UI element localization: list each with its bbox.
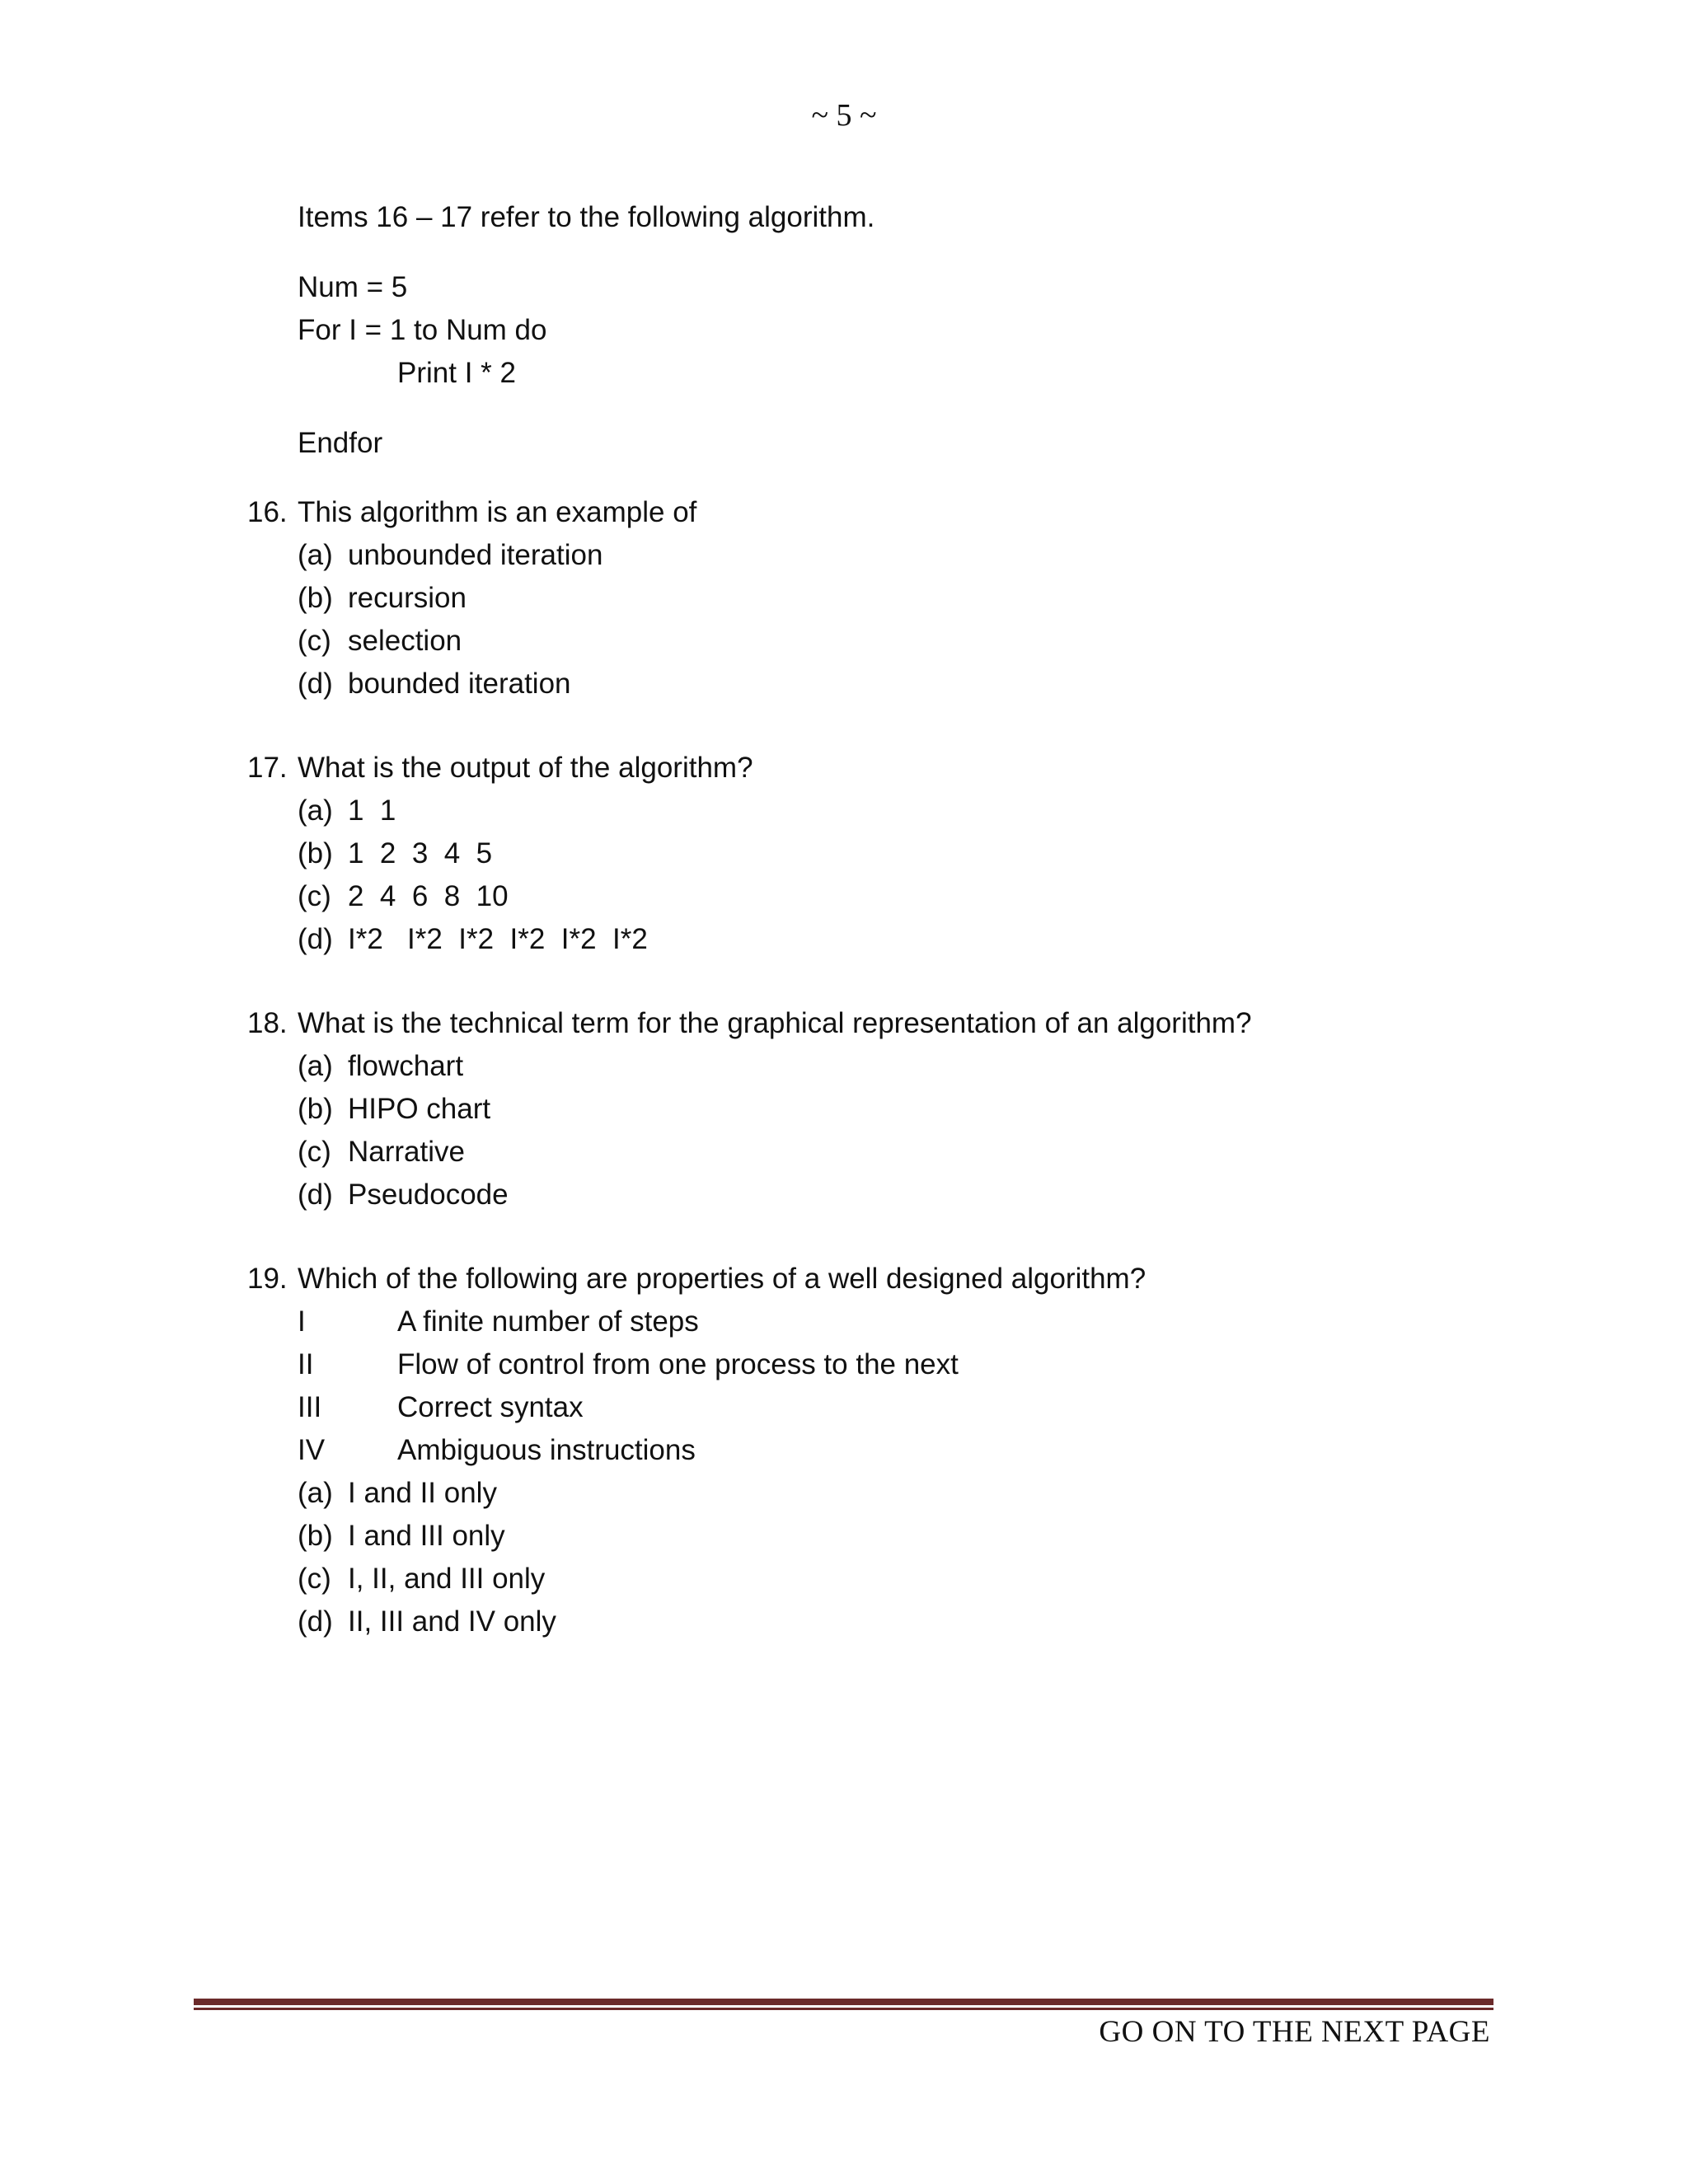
option-letter: (d) (298, 1179, 333, 1211)
option-letter: (d) (298, 923, 333, 955)
statement (247, 1429, 1566, 1472)
option-text: I, II, and III only (348, 1563, 546, 1595)
option-letter: (a) (298, 1050, 333, 1082)
option-text: 1 1 (348, 794, 396, 827)
option-text: I*2 I*2 I*2 I*2 I*2 I*2 (348, 923, 648, 955)
question-19 (247, 1258, 1566, 1643)
footer-divider (194, 1999, 1493, 2010)
option-text: 1 2 3 4 5 (348, 837, 493, 869)
option-text: Narrative (348, 1136, 465, 1168)
statement-text: Flow of control from one process to the next (397, 1348, 959, 1380)
option-letter: (a) (298, 1477, 333, 1509)
question-stem (247, 747, 1566, 790)
statement-numeral: III (298, 1391, 322, 1423)
option-text: II, III and IV only (348, 1605, 556, 1638)
question-stem (247, 1258, 1566, 1301)
option-text: flowchart (348, 1050, 464, 1082)
answer-option (247, 875, 1566, 918)
option-letter: (a) (298, 794, 333, 827)
answer-option (247, 790, 1566, 832)
algorithm-line: Num = 5 (298, 271, 408, 303)
statement (247, 1386, 1566, 1429)
answer-option (247, 918, 1566, 961)
option-text: HIPO chart (348, 1093, 491, 1125)
answer-option (247, 1045, 1566, 1088)
answer-option (247, 1088, 1566, 1131)
option-text: selection (348, 625, 462, 657)
statement-text: Correct syntax (397, 1391, 584, 1423)
option-text: I and III only (348, 1520, 505, 1552)
question-text: What is the output of the algorithm? (298, 752, 753, 784)
option-letter: (d) (298, 668, 333, 700)
option-letter: (b) (298, 1520, 333, 1552)
question-stem (247, 491, 1566, 534)
option-letter: (c) (298, 1136, 331, 1168)
question-text: What is the technical term for the graphical representation of an algorithm? (298, 1007, 1252, 1039)
option-text: recursion (348, 582, 467, 614)
answer-option (247, 1472, 1566, 1515)
question-stem (247, 1002, 1566, 1045)
statement (247, 1301, 1566, 1343)
algorithm-block (298, 266, 547, 465)
items-intro: Items 16 – 17 refer to the following algorithm. (298, 201, 875, 233)
question-18 (247, 1002, 1566, 1216)
answer-option (247, 832, 1566, 875)
statement (247, 1343, 1566, 1386)
statement-text: Ambiguous instructions (397, 1434, 696, 1466)
option-text: unbounded iteration (348, 539, 603, 571)
answer-option (247, 1515, 1566, 1558)
option-text: I and II only (348, 1477, 497, 1509)
algorithm-line: For I = 1 to Num do (298, 314, 547, 346)
answer-option (247, 1601, 1566, 1643)
question-number: 19. (247, 1263, 288, 1295)
answer-option (247, 1131, 1566, 1174)
option-letter: (b) (298, 1093, 333, 1125)
answer-option (247, 1558, 1566, 1601)
option-text: 2 4 6 8 10 (348, 880, 509, 912)
question-17 (247, 747, 1566, 961)
question-number: 16. (247, 496, 288, 528)
option-letter: (a) (298, 539, 333, 571)
algorithm-line: Endfor (298, 427, 383, 459)
statement-numeral: II (298, 1348, 314, 1380)
option-text: Pseudocode (348, 1179, 509, 1211)
question-text: This algorithm is an example of (298, 496, 697, 528)
option-text: bounded iteration (348, 668, 571, 700)
question-number: 18. (247, 1007, 288, 1039)
answer-option (247, 534, 1566, 577)
question-text: Which of the following are properties of a well designed algorithm? (298, 1263, 1146, 1295)
footer-divider-thin (194, 2008, 1493, 2010)
answer-option (247, 620, 1566, 663)
question-number: 17. (247, 752, 288, 784)
statement-text: A finite number of steps (397, 1305, 699, 1338)
answer-option (247, 1174, 1566, 1216)
algorithm-line: Print I * 2 (397, 357, 516, 389)
statement-numeral: IV (298, 1434, 326, 1466)
option-letter: (b) (298, 837, 333, 869)
statement-numeral: I (298, 1305, 306, 1338)
question-16 (247, 491, 1566, 705)
page-number: ~ 5 ~ (811, 98, 877, 133)
option-letter: (d) (298, 1605, 333, 1638)
answer-option (247, 663, 1566, 705)
option-letter: (b) (298, 582, 333, 614)
option-letter: (c) (298, 1563, 331, 1595)
footer-divider-thick (194, 1999, 1493, 2005)
next-page-notice: GO ON TO THE NEXT PAGE (1099, 2015, 1490, 2049)
option-letter: (c) (298, 625, 331, 657)
option-letter: (c) (298, 880, 331, 912)
answer-option (247, 577, 1566, 620)
